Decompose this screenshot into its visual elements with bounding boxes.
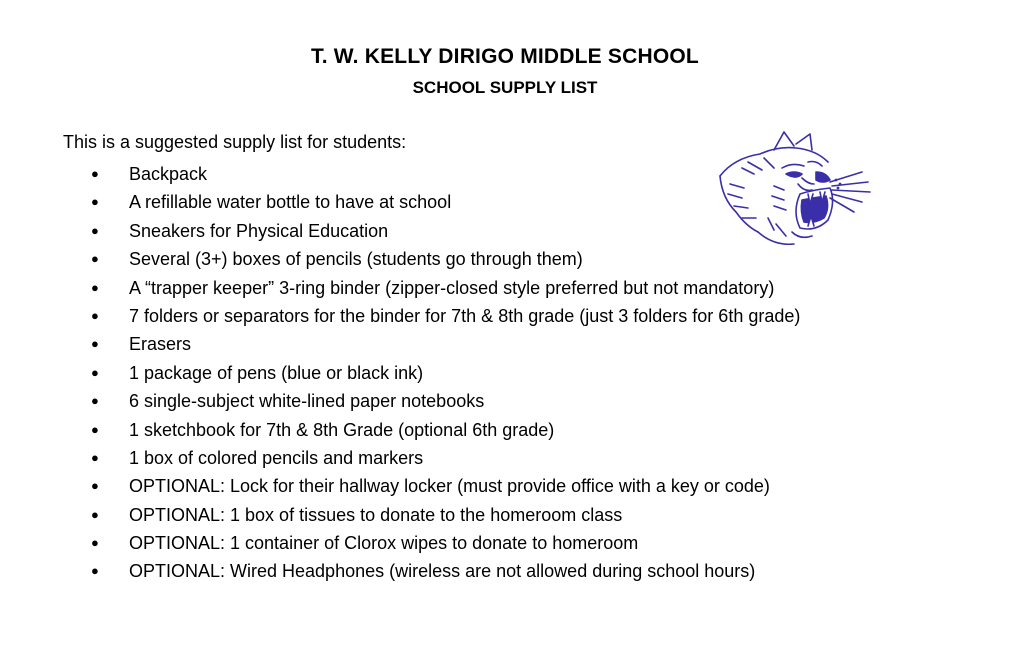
school-name-heading: T. W. KELLY DIRIGO MIDDLE SCHOOL [311, 45, 699, 68]
bullet-icon: ● [91, 393, 99, 409]
cougar-mascot-icon [712, 128, 874, 250]
list-item-text: OPTIONAL: 1 box of tissues to donate to the homeroom class [129, 504, 623, 525]
bullet-icon: ● [91, 478, 99, 494]
bullet-icon: ● [91, 222, 99, 238]
bullet-icon: ● [91, 449, 99, 465]
bullet-icon: ● [91, 166, 99, 181]
list-title-heading: SCHOOL SUPPLY LIST [412, 78, 598, 97]
bullet-icon: ● [91, 506, 99, 522]
bullet-icon: ● [91, 364, 99, 380]
bullet-icon: ● [91, 194, 99, 210]
list-item-text: A refillable water bottle to have at school [129, 192, 452, 213]
list-item-text: 1 box of colored pencils and markers [129, 447, 424, 468]
list-item-text: OPTIONAL: 1 container of Clorox wipes to donate to homeroom [129, 533, 639, 554]
list-item-text: Several (3+) boxes of pencils (students go through them) [129, 249, 583, 270]
bullet-icon: ● [91, 307, 99, 323]
list-item-text: Sneakers for Physical Education [129, 220, 389, 241]
list-item-text: 7 folders or separators for the binder for 7th & 8th grade (just 3 folders for 6th grade) [129, 305, 801, 326]
list-item-text: Backpack [129, 164, 208, 184]
bullet-icon: ● [91, 336, 99, 352]
list-item-text: Erasers [129, 334, 192, 355]
intro-text: This is a suggested supply list for students: [63, 132, 407, 152]
bullet-icon: ● [91, 421, 99, 437]
bullet-icon: ● [91, 279, 99, 295]
bullet-icon: ● [91, 563, 99, 579]
list-item-text: 1 package of pens (blue or black ink) [129, 362, 424, 383]
list-item-text: OPTIONAL: Wired Headphones (wireless are not allowed during school hours) [129, 561, 756, 582]
bullet-icon: ● [91, 251, 99, 267]
list-item-text: A “trapper keeper” 3-ring binder (zipper-closed style preferred but not mandatory) [129, 277, 775, 298]
list-item-text: OPTIONAL: Lock for their hallway locker (must provide office with a key or code) [129, 476, 770, 497]
bullet-icon: ● [91, 535, 99, 551]
list-item-text: 1 sketchbook for 7th & 8th Grade (optional 6th grade) [129, 419, 555, 440]
list-item-text: 6 single-subject white-lined paper notebooks [129, 391, 485, 412]
